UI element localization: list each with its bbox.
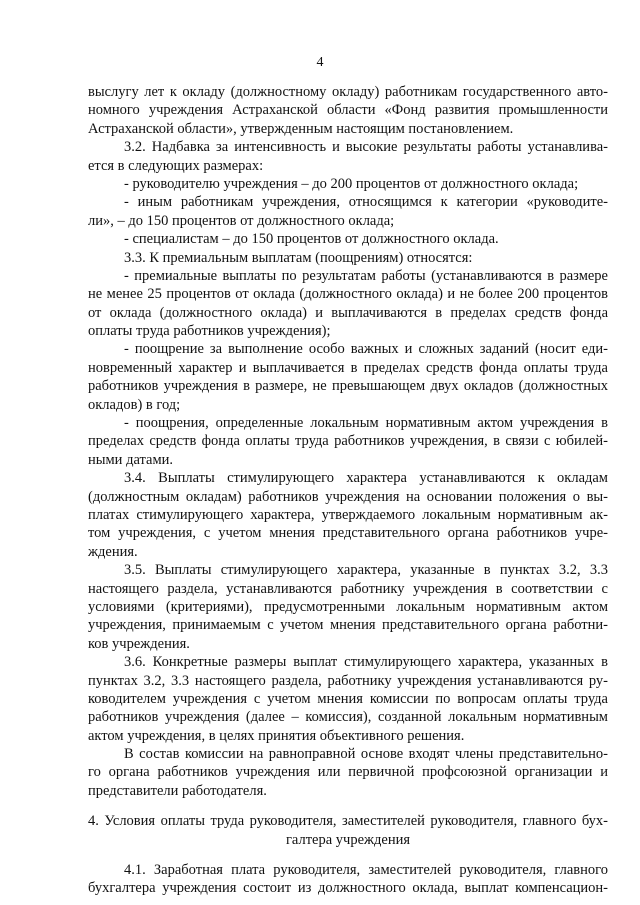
text-line: 3.3. К премиальным выплатам (поощрениям) относятся: xyxy=(124,249,473,266)
text-line: 3.4. Выплаты стимулирующего характера устанавливаются к окладам xyxy=(124,470,608,487)
text-line: учреждения, принимаемым с учетом мнения представительного органа работни- xyxy=(88,617,608,634)
text-line: ководителем учреждения с учетом мнения комиссии по вопросам оплаты труда xyxy=(88,690,608,707)
spacer xyxy=(88,849,608,861)
text-line: номного учреждения Астраханской области «Фонд развития промышленности xyxy=(88,102,608,119)
text-line: ется в следующих размерах: xyxy=(88,157,264,174)
text-line: пунктах 3.2, 3.3 настоящего раздела, работнику учреждения устанавливаются ру- xyxy=(88,672,608,689)
text-line: работников учреждения в размере, не превышающем двух окладов (должностных xyxy=(88,378,608,395)
text-line: бухгалтера учреждения состоит из должностного оклада, выплат компенсацион- xyxy=(88,880,608,897)
document-body xyxy=(88,83,608,898)
text-line: (должностным окладам) работников учреждения на основании положения о вы- xyxy=(88,488,608,505)
text-line: условиями (критериями), предусмотренными локальным нормативным актом xyxy=(88,598,608,615)
main-paragraphs xyxy=(88,83,608,800)
text-line: пределах средств фонда оплаты труда работников учреждения, в связи с юбилей- xyxy=(88,433,608,450)
text-line: Астраханской области», утвержденным настоящим постановлением. xyxy=(88,120,514,137)
text-line: оплаты труда работников учреждения); xyxy=(88,323,331,340)
text-line: - поощрение за выполнение особо важных и сложных заданий (носит еди- xyxy=(124,341,608,358)
text-line: от оклада (должностного оклада) и выплачиваются в пределах средств фонда xyxy=(88,304,608,321)
text-line: не менее 25 процентов от оклада (должностного оклада) и не более 200 процентов xyxy=(88,286,608,303)
text-line: - иным работникам учреждения, относящимся к категории «руководите- xyxy=(124,194,608,211)
text-line: - руководителю учреждения – до 200 процентов от должностного оклада; xyxy=(124,175,579,192)
text-line: выслугу лет к окладу (должностному окладу) работникам государственного авто- xyxy=(88,84,608,100)
text-line: В состав комиссии на равноправной основе входят члены представительно- xyxy=(124,746,608,763)
text-line: - поощрения, определенные локальным нормативным актом учреждения в xyxy=(124,415,608,432)
text-line: - специалистам – до 150 процентов от должностного оклада. xyxy=(124,231,499,248)
text-line: 3.6. Конкретные размеры выплат стимулирующего характера, указанных в xyxy=(124,654,608,671)
text-line: ными датами. xyxy=(88,451,174,468)
text-line: настоящего раздела, устанавливаются работнику учреждения в соответствии с xyxy=(88,580,608,597)
text-line: работников учреждения (далее – комиссия), созданной локальным нормативным xyxy=(88,709,608,726)
text-line: 4.1. Заработная плата руководителя, заместителей руководителя, главного xyxy=(124,862,608,879)
text-line: ли», – до 150 процентов от должностного оклада; xyxy=(88,212,395,229)
page-number: 4 xyxy=(316,55,324,70)
heading-line: галтера учреждения xyxy=(285,831,411,848)
text-line: ждения. xyxy=(88,543,138,560)
text-line: го органа работников учреждения или первичной профсоюзной организации и xyxy=(88,764,608,781)
text-line: представители работодателя. xyxy=(88,782,267,799)
section-4-paragraph xyxy=(88,861,608,898)
text-line: 3.5. Выплаты стимулирующего характера, указанные в пунктах 3.2, 3.3 xyxy=(124,562,608,579)
text-line: ков учреждения. xyxy=(88,635,190,652)
section-heading xyxy=(88,812,608,849)
text-line: новременный характер и выплачивается в пределах средств фонда оплаты труда xyxy=(88,359,608,376)
text-line: актом учреждения, в целях принятия объективного решения. xyxy=(88,727,465,744)
spacer xyxy=(88,800,608,812)
text-line: 3.2. Надбавка за интенсивность и высокие результаты работы устанавлива- xyxy=(124,139,608,156)
heading-line: 4. Условия оплаты труда руководителя, заместителей руководителя, главного бух- xyxy=(88,813,608,830)
text-line: платах стимулирующего характера, утверждаемого локальным нормативным ак- xyxy=(88,506,608,523)
text-line: окладов) в год; xyxy=(88,396,181,413)
text-line: - премиальные выплаты по результатам работы (устанавливаются в размере xyxy=(124,267,608,284)
text-line: том учреждения, с учетом мнения представительного органа работников учре- xyxy=(88,525,608,542)
